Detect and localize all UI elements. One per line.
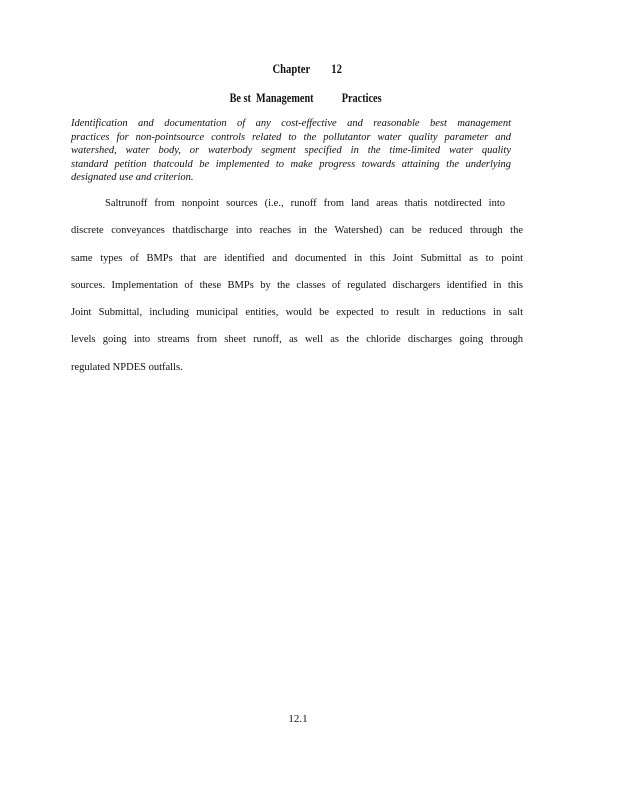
paragraph-line: discrete conveyances thatdischarge into reaches in the Watershed) can be reduced through the	[71, 225, 523, 237]
definition-line: designated use and criterion.	[71, 172, 194, 183]
paragraph-line: Joint Submittal, including municipal entities, would be expected to result in reductions in salt	[71, 307, 523, 319]
body-paragraph	[71, 197, 523, 388]
page-number: 12.1	[288, 713, 308, 725]
paragraph-line: sources. Implementation of these BMPs by the classes of regulated dischargers identified in this	[71, 279, 523, 291]
definition-line: Identification and documentation of any cost-effective and reasonable best management	[71, 118, 511, 129]
section-title: Be st Management Practices	[229, 91, 382, 105]
paragraph-line: same types of BMPs that are identified and documented in this Joint Submittal as to point	[71, 252, 523, 264]
paragraph-line: levels going into streams from sheet runoff, as well as the chloride discharges going through	[71, 334, 523, 346]
definition-line: practices for non-pointsource controls related to the pollutantor water quality parameter and	[71, 131, 511, 143]
chapter-title: Chapter 12	[272, 62, 342, 76]
bmp-definition	[71, 117, 511, 185]
definition-line: watershed, water body, or waterbody segment specified in the time-limited water quality	[71, 145, 511, 156]
paragraph-line: Saltrunoff from nonpoint sources (i.e., runoff from land areas thatis notdirected into	[105, 198, 505, 209]
definition-line: standard petition thatcould be implemented to make progress towards attaining the underlying	[71, 158, 511, 170]
paragraph-line: regulated NPDES outfalls.	[71, 361, 183, 373]
